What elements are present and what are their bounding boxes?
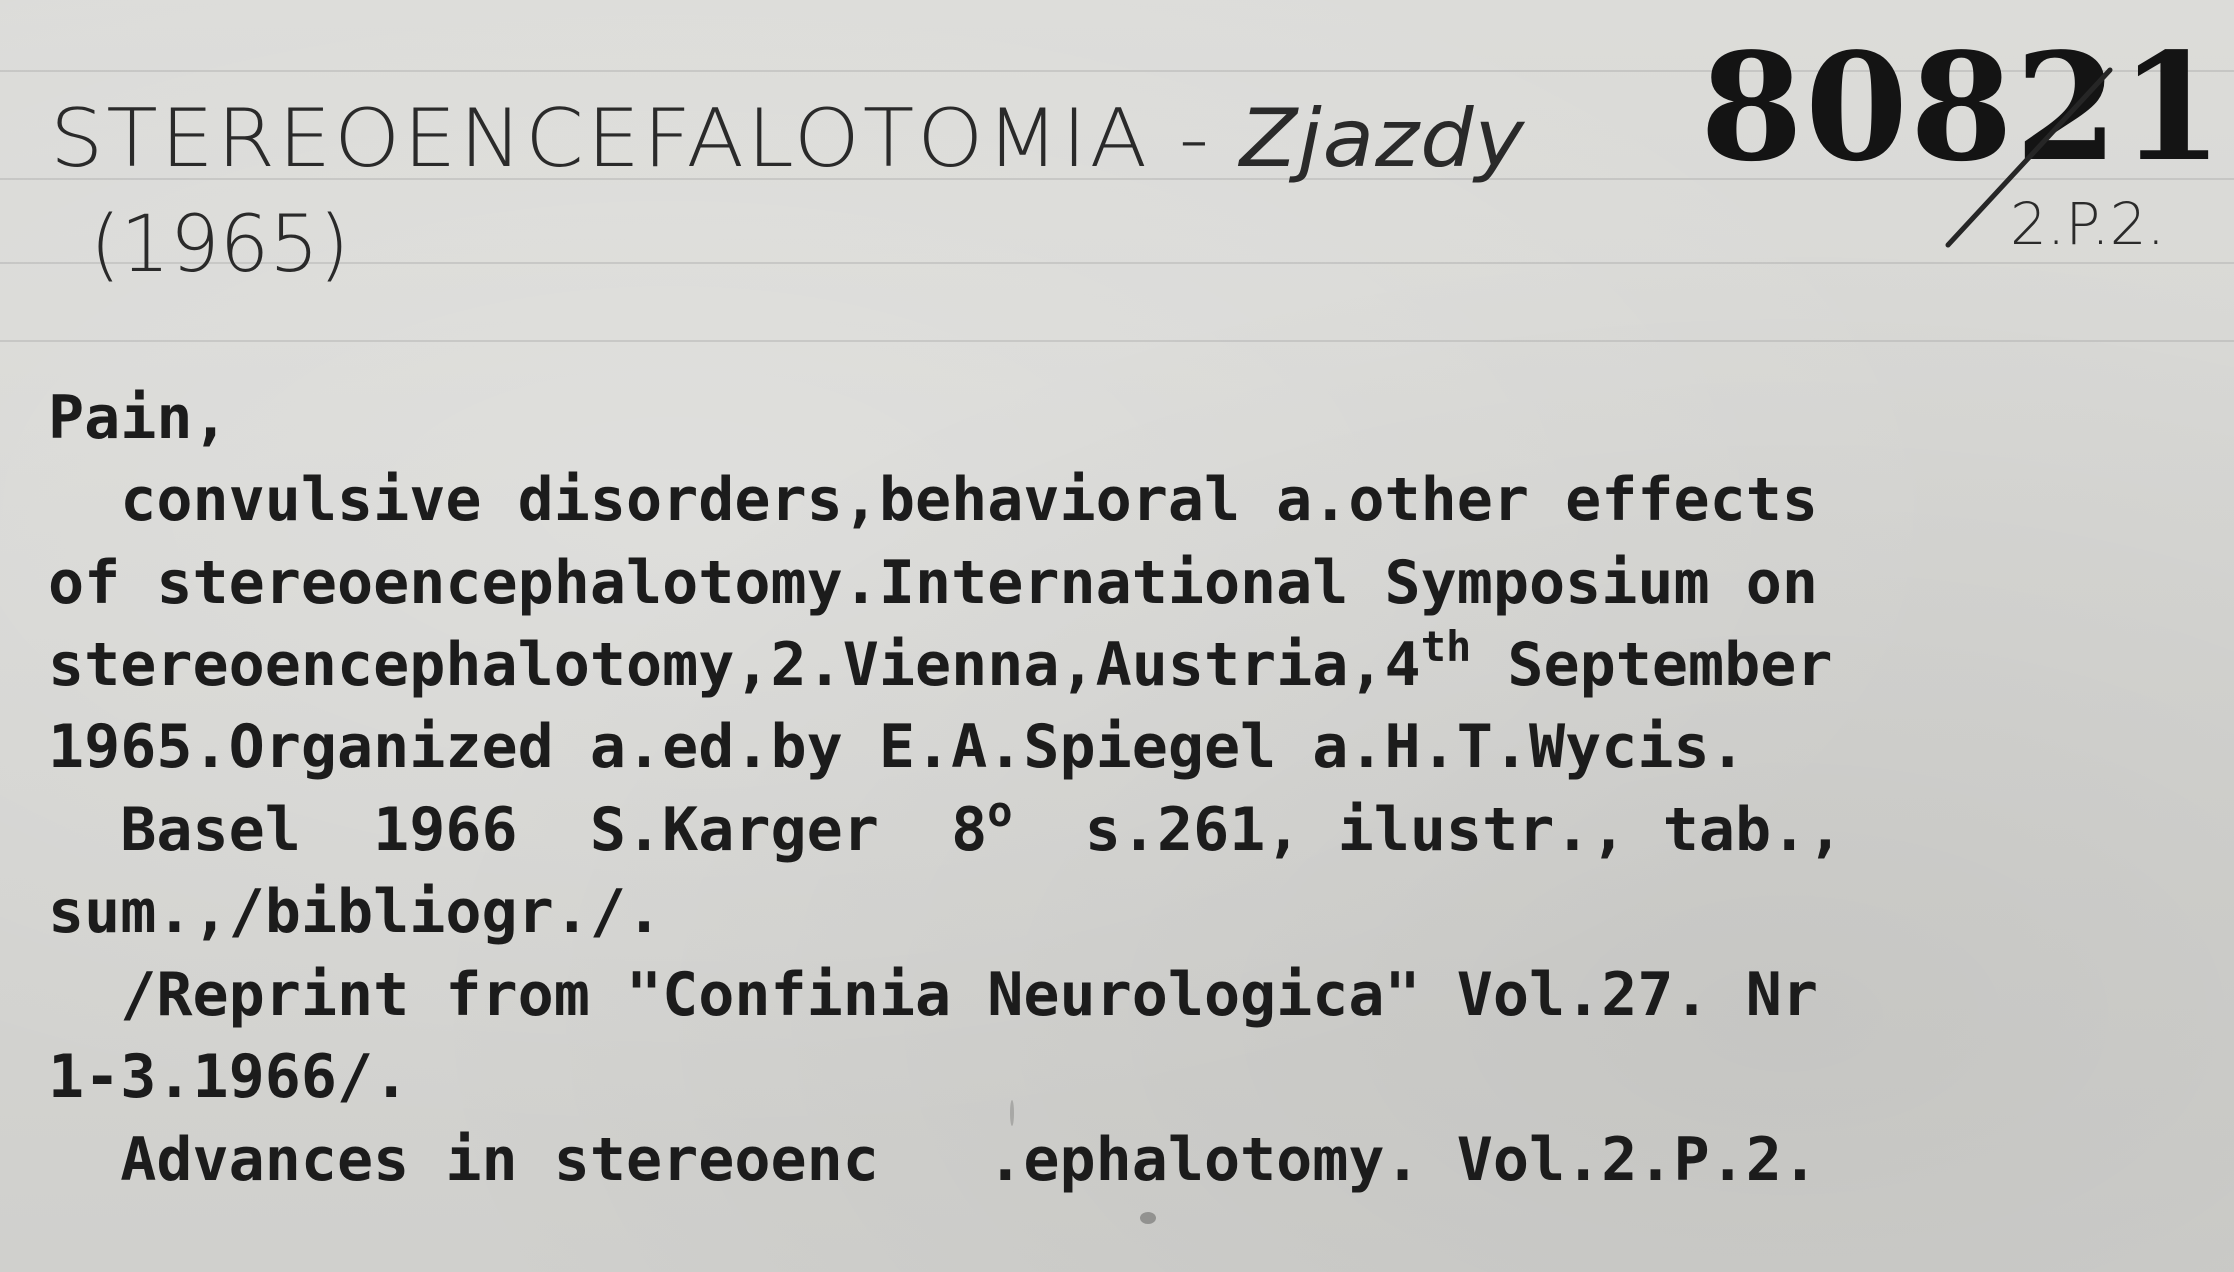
heading-year: (1965) <box>90 200 350 290</box>
subject-term: STEREOENCEFALOTOMIA <box>50 92 1151 186</box>
entry-line-4-end: September <box>1471 630 1833 700</box>
heading-separator: - <box>1150 92 1240 186</box>
subject-heading <box>50 92 1525 185</box>
entry-line-10: Advances in stereoenc .ephalotomy. Vol.2.P.2. <box>48 1125 1819 1195</box>
entry-line-2: convulsive disorders,behavioral a.other effects <box>48 465 1819 535</box>
card-rule-line <box>0 340 2234 342</box>
location-code: 2.P.2. <box>2010 190 2166 258</box>
entry-line-4 <box>48 622 1833 700</box>
entry-line-4-text: stereoencephalotomy,2.Vienna,Austria,4 <box>48 630 1421 700</box>
entry-line-1: Pain, <box>48 383 229 453</box>
ordinal-suffix: th <box>1420 622 1472 671</box>
accession-number: 80821 <box>1700 20 2225 194</box>
entry-line-7: sum.,/bibliogr./. <box>48 877 663 947</box>
subject-subdivision: Zjazdy <box>1239 92 1526 186</box>
ink-speck <box>1010 1100 1014 1126</box>
entry-line-5: 1965.Organized a.ed.by E.A.Spiegel a.H.T.Wycis. <box>48 712 1746 782</box>
entry-line-3: of stereoencephalotomy.International Symposium on <box>48 548 1819 618</box>
entry-line-6 <box>48 787 1844 865</box>
entry-line-9: 1-3.1966/. <box>48 1042 410 1112</box>
ink-speck <box>1140 1212 1156 1224</box>
entry-line-6-text: Basel 1966 S.Karger 8 <box>48 795 988 865</box>
entry-line-6-end: s.261, ilustr., tab., <box>1012 795 1844 865</box>
format-degree: o <box>987 787 1013 836</box>
entry-line-8: /Reprint from "Confinia Neurologica" Vol.27. Nr <box>48 960 1819 1030</box>
